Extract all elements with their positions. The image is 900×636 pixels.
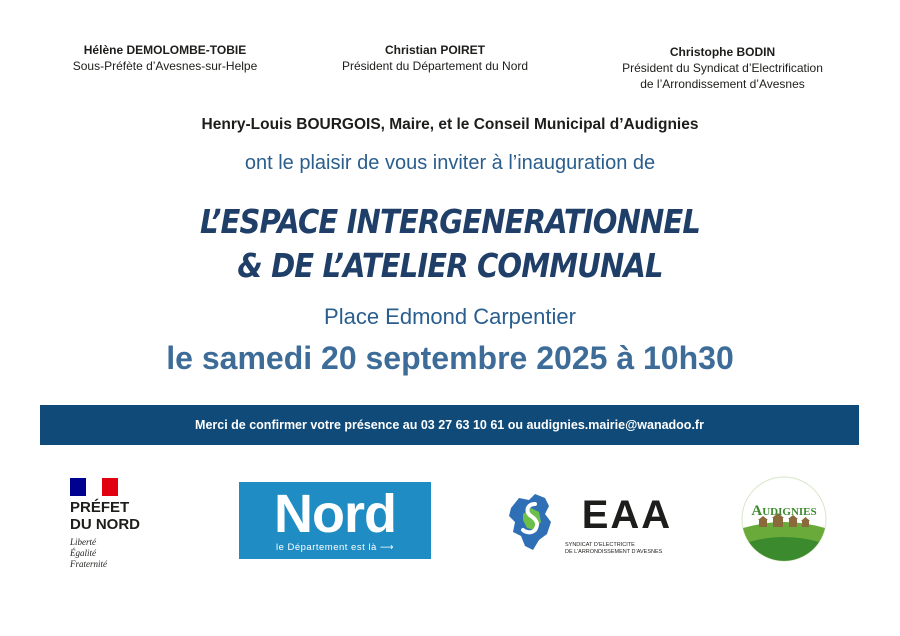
rsvp-text: Merci de confirmer votre présence au 03 27 63 10 61 ou audignies.mairie@wanadoo.fr bbox=[195, 418, 704, 432]
audignies-rest: UDIGNIES bbox=[762, 506, 817, 518]
motto-line: Liberté bbox=[70, 537, 96, 547]
signatory-name: Christian POIRET bbox=[384, 43, 485, 57]
motto-line: Fraternité bbox=[70, 559, 107, 569]
signatory-role: Président du Syndicat d’Electrification bbox=[622, 61, 823, 75]
event-title bbox=[54, 200, 846, 288]
invite-line: ont le plaisir de vous inviter à l’inauguration de bbox=[244, 152, 656, 174]
audignies-logo bbox=[741, 476, 827, 562]
prefet-title-line: PRÉFET bbox=[70, 499, 130, 516]
event-title-line: L’ESPACE INTERGENERATIONNEL bbox=[199, 202, 701, 241]
audignies-initial: A bbox=[751, 503, 763, 519]
signatory-syndicate bbox=[590, 44, 855, 92]
prefet-title-line: DU NORD bbox=[70, 516, 140, 533]
audignies-name bbox=[741, 503, 827, 520]
event-date: le samedi 20 septembre 2025 à 10h30 bbox=[166, 340, 734, 376]
republic-flag-icon bbox=[70, 478, 118, 496]
event-place: Place Edmond Carpentier bbox=[324, 304, 576, 329]
signatory-name: Hélène DEMOLOMBE-TOBIE bbox=[83, 43, 247, 57]
signatory-prefecture bbox=[50, 42, 280, 74]
republic-motto bbox=[70, 537, 107, 570]
nord-tagline: le Département est là ⟶ bbox=[275, 542, 395, 553]
event-title-line: & DE L’ATELIER COMMUNAL bbox=[237, 246, 663, 285]
rsvp-banner bbox=[40, 405, 859, 445]
signatories bbox=[0, 42, 900, 102]
seaa-word: EAA bbox=[581, 493, 673, 537]
signatory-role: de l’Arrondissement d’Avesnes bbox=[640, 77, 805, 91]
signatory-role: Sous-Préfète d’Avesnes-sur-Helpe bbox=[72, 59, 258, 73]
nord-department-logo bbox=[239, 482, 431, 559]
seaa-subtitle bbox=[565, 542, 662, 556]
nord-word: Nord bbox=[274, 484, 396, 544]
seaa-subtitle-line: DE L’ARRONDISSEMENT D’AVESNES bbox=[565, 549, 663, 555]
signatory-name: Christophe BODIN bbox=[669, 45, 776, 59]
seaa-subtitle-line: SYNDICAT D’ELECTRICITE bbox=[565, 542, 635, 548]
seaa-logo bbox=[505, 486, 673, 566]
signatory-department bbox=[315, 42, 555, 74]
prefet-title bbox=[70, 499, 140, 533]
host-line: Henry-Louis BOURGOIS, Maire, et le Conseil Municipal d’Audignies bbox=[201, 116, 699, 133]
motto-line: Égalité bbox=[70, 548, 96, 558]
signatory-role: Président du Département du Nord bbox=[341, 59, 529, 73]
prefet-du-nord-logo bbox=[70, 478, 180, 578]
